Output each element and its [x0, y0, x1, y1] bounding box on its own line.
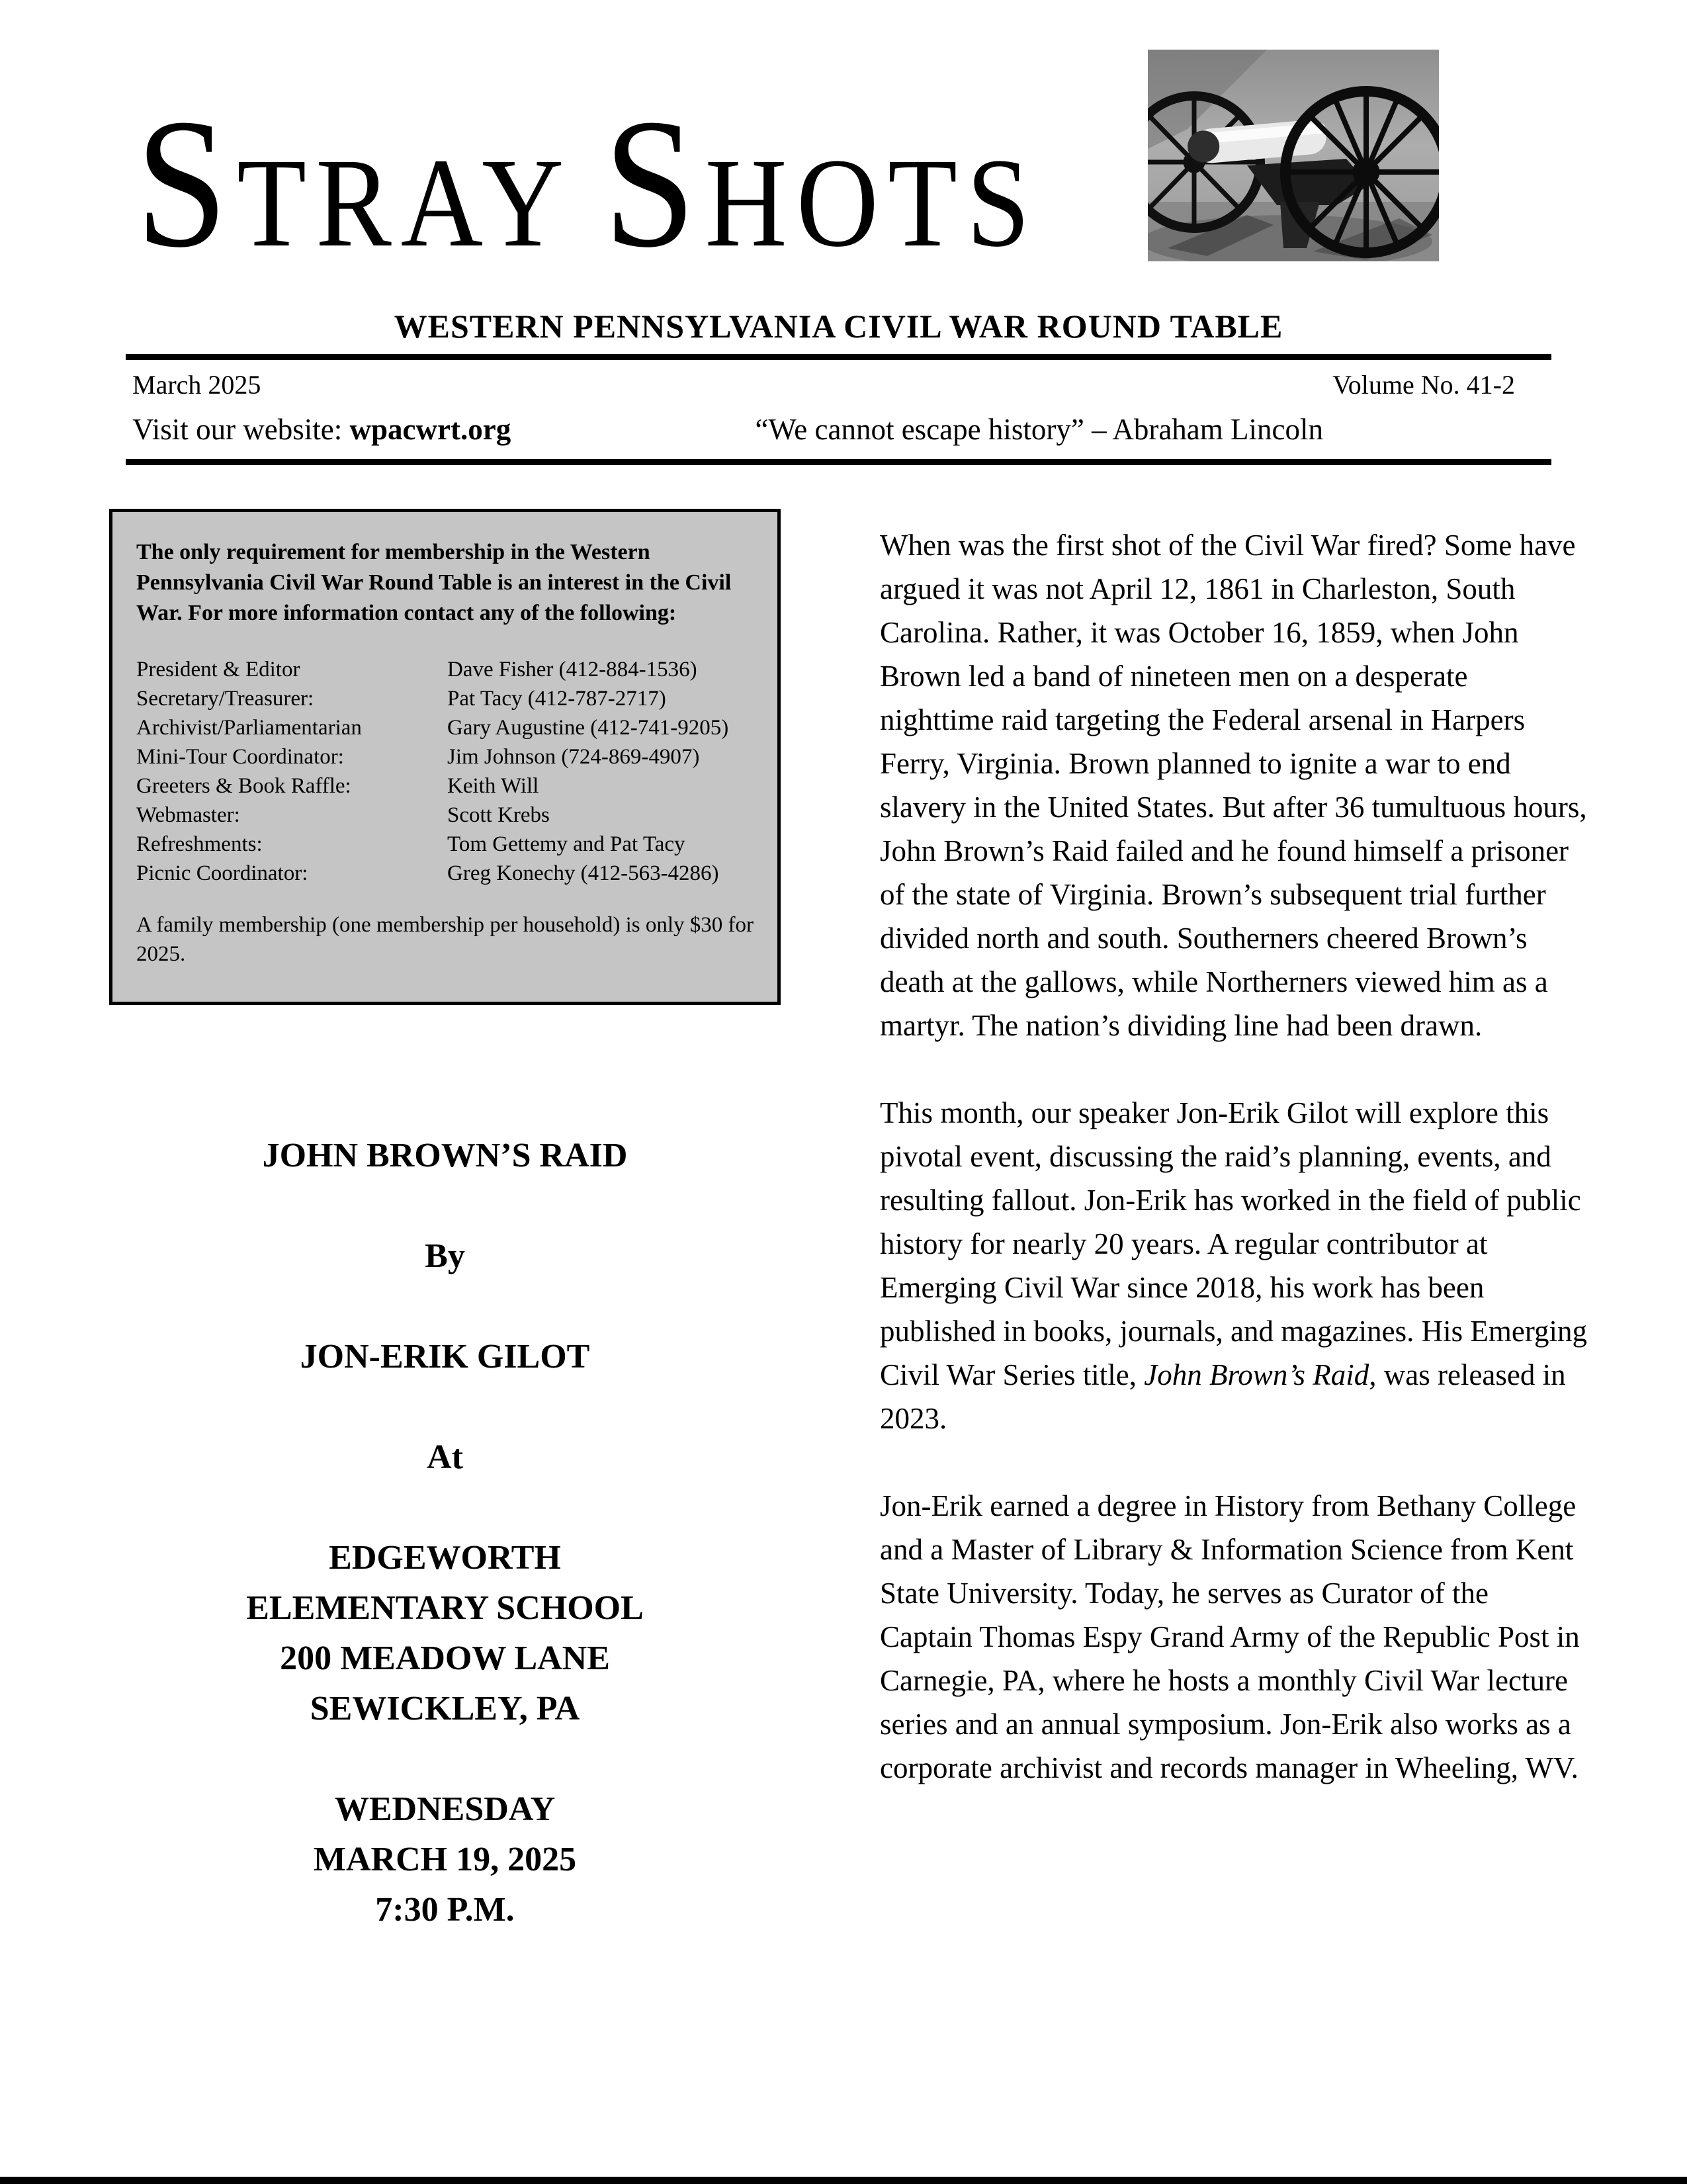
website-line	[132, 412, 511, 447]
contact-row	[136, 655, 755, 684]
volume-number: Volume No. 41-2	[1332, 370, 1515, 400]
contact-value: Scott Krebs	[447, 803, 550, 827]
contact-role: President & Editor	[136, 658, 300, 681]
contact-value: Jim Johnson (724-869-4907)	[447, 745, 700, 769]
contact-row	[136, 830, 755, 859]
page-bottom-bar	[0, 2177, 1687, 2184]
website-label: Visit our website:	[132, 413, 350, 446]
contact-value: Greg Konechy (412-563-4286)	[447, 861, 719, 885]
article-column	[880, 509, 1588, 1833]
contact-row	[136, 742, 755, 771]
article-paragraph-2-lead: This month, our speaker Jon-Erik Gilot will explore this pivotal event, discussing the raid’s planning, events, and resulting fallout. Jon-Erik has worked in the field of public history for nearly 20 years. A regular contributor at Emerging Civil War since 2018, his work has been published in books, journals, and magazines. His Emerging Civil War Series title,	[880, 1096, 1588, 1391]
membership-note: A family membership (one membership per household) is only $30 for 2025.	[136, 913, 754, 966]
contact-row	[136, 801, 755, 830]
lincoln-quote: “We cannot escape history” – Abraham Lincoln	[755, 413, 1323, 446]
event-venue-line: SEWICKLEY, PA	[310, 1690, 580, 1727]
event-spacer	[109, 1382, 781, 1432]
membership-box	[109, 509, 781, 1005]
issue-date: March 2025	[132, 370, 261, 400]
contact-role: Webmaster:	[136, 803, 240, 827]
header-rule-top	[126, 354, 1551, 360]
contact-value: Tom Gettemy and Pat Tacy	[447, 832, 685, 856]
contact-value: Pat Tacy (412-787-2717)	[447, 687, 666, 711]
event-at-label: At	[427, 1438, 463, 1476]
contact-value: Dave Fisher (412-884-1536)	[447, 658, 697, 681]
event-venue-line: ELEMENTARY SCHOOL	[246, 1589, 644, 1627]
cannon-photo-illustration	[1148, 50, 1439, 261]
event-announcement	[109, 1131, 781, 1935]
contact-role: Secretary/Treasurer:	[136, 687, 314, 711]
main-content	[0, 465, 1687, 1935]
event-by-label: By	[425, 1237, 465, 1275]
contact-role: Archivist/Parliamentarian	[136, 716, 362, 740]
website-quote-row	[132, 412, 1551, 447]
event-spacer	[109, 1483, 781, 1533]
header-rule-bottom	[126, 459, 1551, 465]
contact-role: Greeters & Book Raffle:	[136, 774, 351, 798]
event-datetime-line: MARCH 19, 2025	[313, 1841, 577, 1878]
event-datetime-line: 7:30 P.M.	[375, 1891, 515, 1929]
contact-role: Mini-Tour Coordinator:	[136, 745, 344, 769]
title-rest-1: TRAY	[237, 132, 574, 274]
article-paragraph-2	[880, 1091, 1588, 1440]
title-initial-1: S	[136, 81, 238, 286]
contact-row	[136, 859, 755, 888]
event-spacer	[109, 1181, 781, 1231]
cannon-photo	[1148, 50, 1439, 261]
title-rest-2: HOTS	[705, 132, 1039, 274]
contact-role: Refreshments:	[136, 832, 263, 856]
event-venue-line: EDGEWORTH	[329, 1539, 561, 1577]
event-spacer	[109, 1734, 781, 1784]
event-venue-line: 200 MEADOW LANE	[280, 1639, 610, 1677]
article-paragraph-1: When was the first shot of the Civil War fired? Some have argued it was not April 12, 1861 in Charleston, South Carolina. Rather, it was October 16, 1859, when John Brown led a band of nineteen men on a desperate nighttime raid targeting the Federal arsenal in Harpers Ferry, Virginia. Brown planned to ignite a war to end slavery in the United States. But after 36 tumultuous hours, John Brown’s Raid failed and he found himself a prisoner of the state of Virginia. Brown’s subsequent trial further divided north and south. Southerners cheered Brown’s death at the gallows, while Northerners viewed him as a martyr. The nation’s dividing line had been drawn.	[880, 529, 1587, 1042]
article-paragraph-2-tail: was released in 2023.	[880, 1358, 1566, 1435]
event-speaker: JON-ERIK GILOT	[300, 1338, 590, 1376]
membership-intro: The only requirement for membership in the Western Pennsylvania Civil War Round Table is an interest in the Civil War. For more information contact any of the following:	[136, 540, 732, 625]
left-column	[109, 509, 781, 1935]
article-paragraph-3: Jon-Erik earned a degree in History from Bethany College and a Master of Library & Information Science from Kent State University. Today, he serves as Curator of the Captain Thomas Espy Grand Army of the Republic Post in Carnegie, PA, where he hosts a monthly Civil War lecture series and an annual symposium. Jon-Erik also works as a corporate archivist and records manager in Wheeling, WV.	[880, 1489, 1580, 1784]
contact-row	[136, 771, 755, 801]
title-initial-2: S	[603, 81, 705, 286]
contact-value: Gary Augustine (412-741-9205)	[447, 716, 729, 740]
newsletter-title	[136, 81, 1039, 286]
organization-name: WESTERN PENNSYLVANIA CIVIL WAR ROUND TABLE	[394, 308, 1283, 345]
issue-meta-row	[132, 369, 1515, 401]
contact-row	[136, 713, 755, 742]
contact-list	[136, 655, 755, 888]
contact-row	[136, 684, 755, 713]
masthead	[0, 0, 1687, 284]
contact-role: Picnic Coordinator:	[136, 861, 308, 885]
contact-value: Keith Will	[447, 774, 539, 798]
event-spacer	[109, 1282, 781, 1332]
event-datetime-line: WEDNESDAY	[334, 1790, 556, 1828]
website-url: wpacwrt.org	[349, 413, 511, 446]
book-title: John Brown’s Raid,	[1144, 1358, 1377, 1391]
event-title: JOHN BROWN’S RAID	[262, 1137, 628, 1174]
